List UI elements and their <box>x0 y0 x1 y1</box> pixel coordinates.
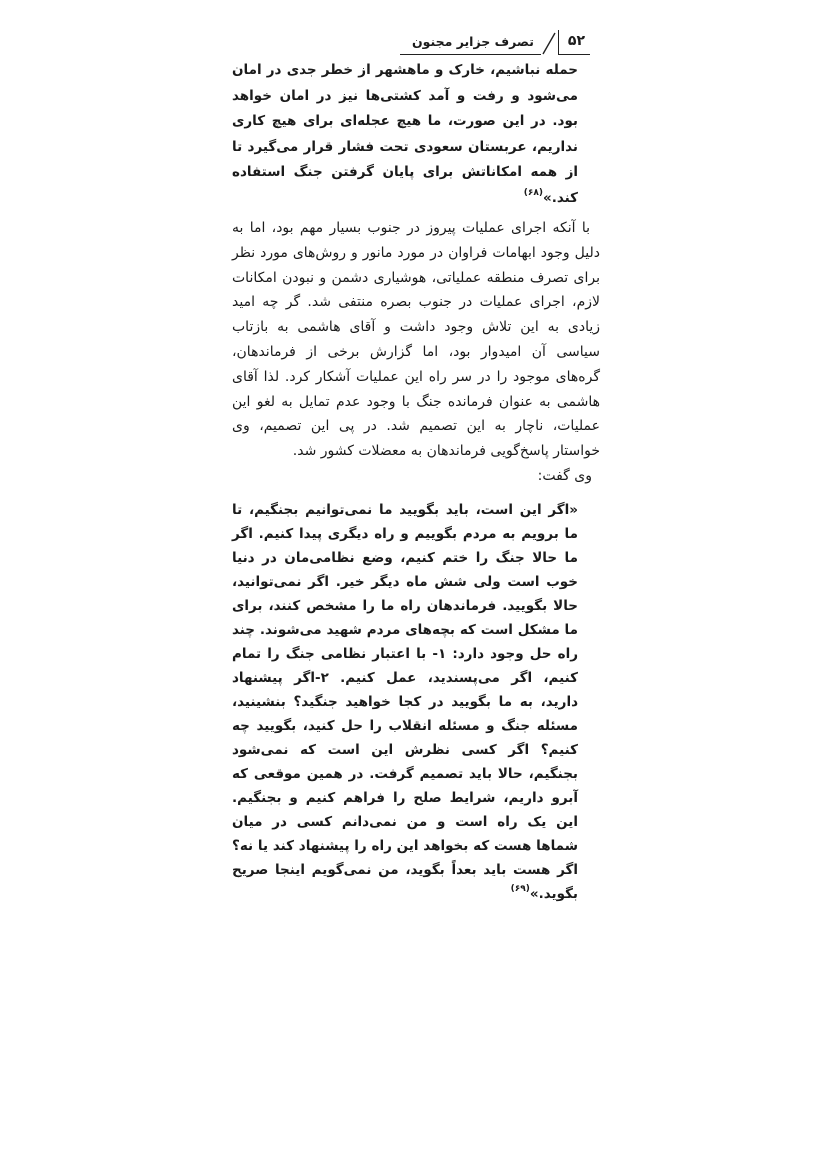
quote-block-1 <box>232 58 600 211</box>
running-title-box <box>400 30 541 55</box>
footnote-ref-69: (۶۹) <box>510 884 530 895</box>
quote-lead-in: وی گفت: <box>537 467 592 484</box>
page-header <box>400 30 590 55</box>
running-title: تصرف جزایر مجنون <box>412 34 534 49</box>
quote-block-2 <box>232 498 600 906</box>
quote-1-text: حمله نباشیم، خارک و ماهشهر از خطر جدی در امان می‌شود و رفت و آمد کشتی‌ها نیز در امان خواهد بود. در این صورت، ما هیچ عجله‌ای برای هیچ کاری نداریم، عربستان سعودی تحت فشار قرار می‌گیرد تا از همه امکاناتش برای پایان گرفتن جنگ استفاده کند.» <box>232 62 578 206</box>
footnote-ref-68: (۶۸) <box>523 188 543 198</box>
diagonal-rule-icon <box>542 31 557 55</box>
quote-2-text: «اگر این است، باید بگویید ما نمی‌توانیم بجنگیم، تا ما برویم به مردم بگوییم و راه دیگری پیدا کنیم. اگر ما حالا جنگ را ختم کنیم، وضع نظامی‌مان در دنیا خوب است ولی شش ماه دیگر خیر. اگر نمی‌توانید، حالا بگویید. فرماندهان راه ما را مشخص کنند، برای ما مشکل است که بچه‌های مردم شهید می‌شوند. چند راه حل وجود دارد: ۱- با اعتبار نظامی جنگ را تمام کنیم، اگر می‌پسندید، عمل کنیم. ۲-اگر پیشنهاد دارید، به ما بگویید در کجا خواهید جنگید؟ بنشینید، مسئله جنگ و مسئله انقلاب را حل کنید، بگویید چه کنیم؟ اگر کسی نظرش این است که نمی‌شود بجنگیم، حالا باید تصمیم گرفت. در همین موقعی که آبرو داریم، شرایط صلح را فراهم کنیم و بجنگیم. این یک راه است و من نمی‌دانم کسی در میان شماها هست که بخواهد این راه را پیشنهاد کند یا نه؟ اگر هست باید بعداً بگوید، من نمی‌گویم اینجا صریح بگوید.» <box>232 501 579 902</box>
page-number: ۵۲ <box>567 33 585 49</box>
body-paragraph: با آنکه اجرای عملیات پیروز در جنوب بسیار مهم بود، اما به دلیل وجود ابهامات فراوان در مورد مانور و روش‌های مورد نظر برای تصرف منطقه عملیاتی، هوشیاری دشمن و نبودن امکانات لازم، اجرای عملیات در جنوب بصره منتفی شد. گر چه امید زیادی به این تلاش وجود داشت و آقای هاشمی به بازتاب سیاسی آن امیدوار بود، اما گزارش برخی از فرماندهان، گره‌های موجود را در سر راه این عملیات آشکار کرد. لذا آقای هاشمی به عنوان فرمانده جنگ با وجود عدم تمایل به لغو این عملیات، ناچار به این تصمیم شد. در پی این تصمیم، وی خواستار پاسخ‌گویی فرماندهان به معضلات کشور شد. <box>232 220 600 460</box>
page-number-box <box>558 30 590 55</box>
text-column <box>232 58 600 906</box>
